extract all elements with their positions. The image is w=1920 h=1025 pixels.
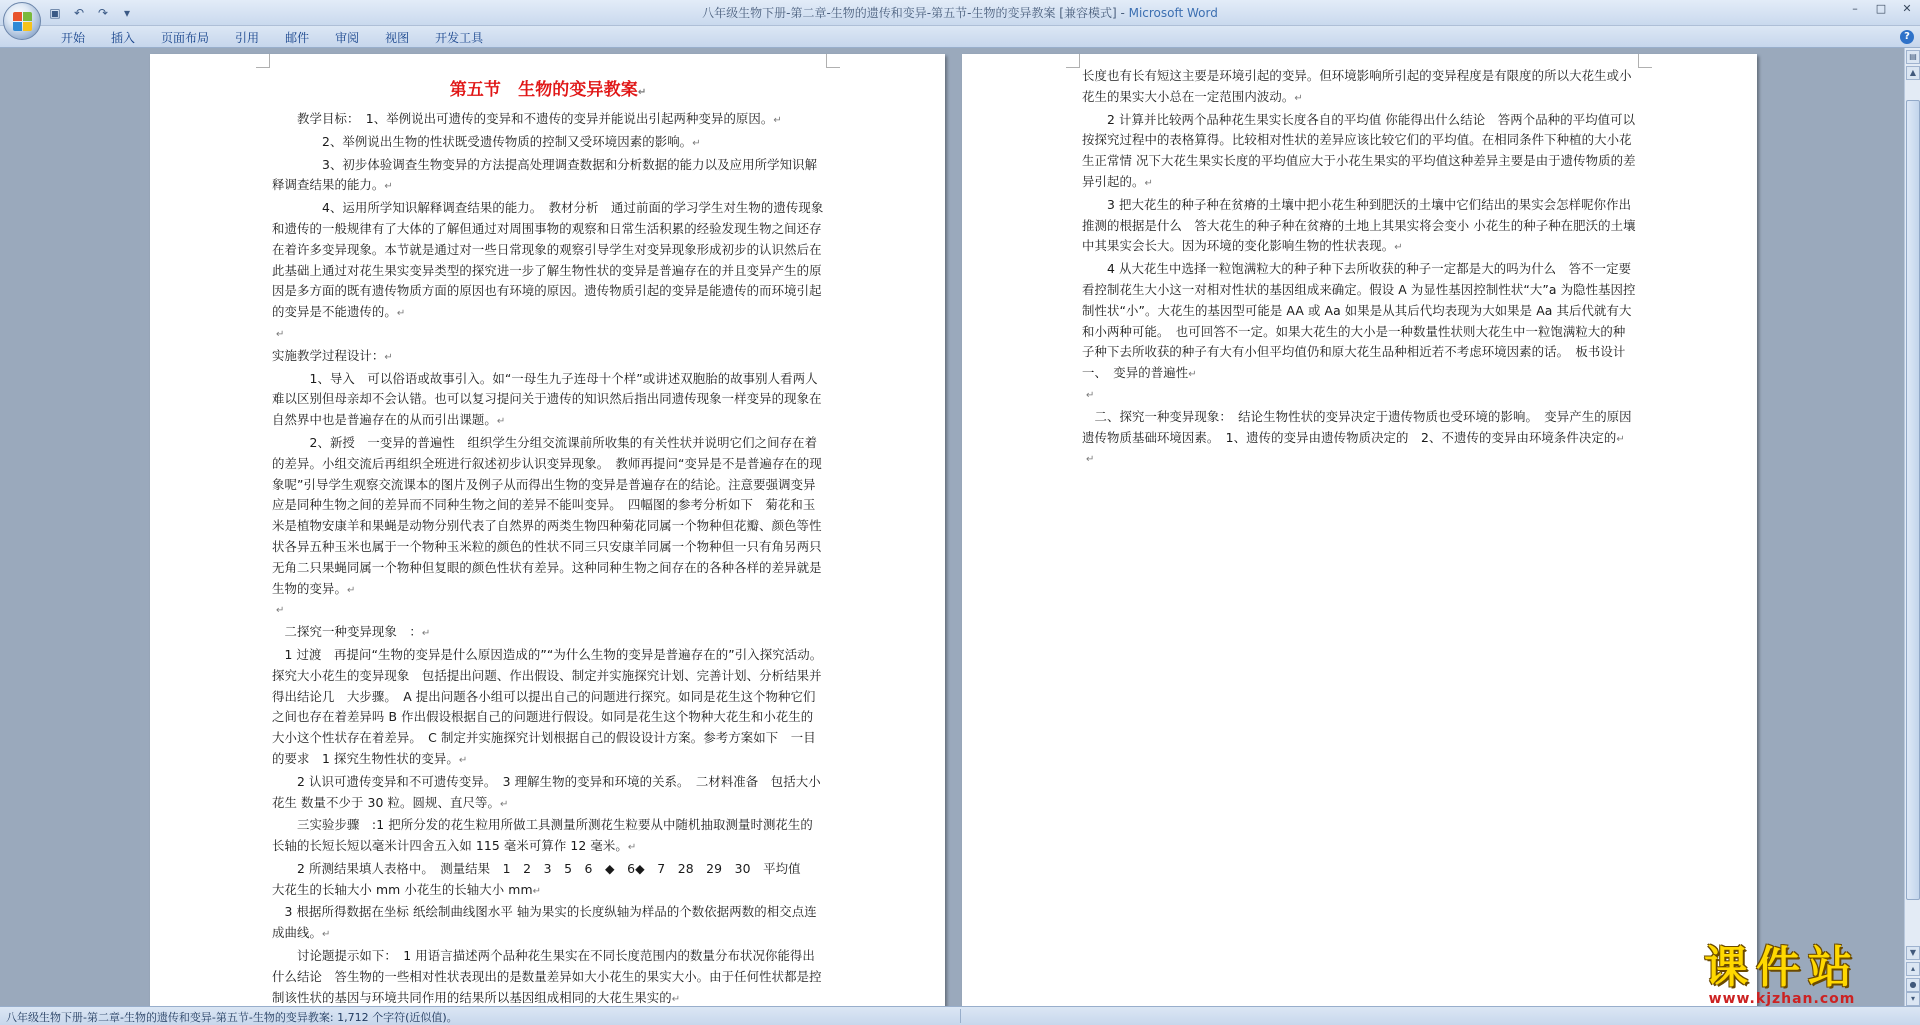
redo-icon[interactable]: ↷ <box>97 6 109 20</box>
paragraph-text: 2、新授 一变异的普遍性 组织学生分组交流课前所收集的有关性状并说明它们之间存在着的差异。小组交流后再组织全班进行叙述初步认识变异现象。 教师再提问“变异是不是普遍存在的现象呢”引导学生观察交流课本的图片及例子从而得出生物的变异是普遍存在的结论。注意要强调变异应是同种生物之间的差异而不同种生物之间的差异不能叫变异。 四幅图的参考分析如下 菊花和玉米是植物安康羊和果蝇是动物分别代表了自然界的两类生物四种菊花同属一个物种但花瓣、颜色等性状各异五种玉米也属于一个物种玉米粒的颜色的性状不同三只安康羊同属一个物种但一只有角另两只无角二只果蝇同属一个物种但复眼的颜色性状有差异。这种同种生物之间存在的各种各样的差异就是生物的变异。 <box>272 434 822 596</box>
paragraph-text: 长度也有长有短这主要是环境引起的变异。但环境影响所引起的变异程度是有限度的所以大花生或小花生的果实大小总在一定范围内波动。 <box>1082 68 1632 104</box>
browse-object-icon[interactable]: ● <box>1906 978 1920 992</box>
paragraph-text: 1、导入 可以俗语或故事引入。如“一母生九子连母十个样”或讲述双胞胎的故事别人看两人难以区别但母亲却不会认错。也可以复习提问关于遗传的知识然后指出同遗传现象一样变异的现象在自然界中也是普遍存在的从而引出课题。 <box>272 370 822 428</box>
paragraph-mark-icon: ↵ <box>1144 177 1153 189</box>
paragraph-text: 2、举例说出生物的性状既受遗传物质的控制又受环境因素的影响。 <box>272 133 693 149</box>
next-page-icon[interactable]: ▾ <box>1906 992 1920 1006</box>
paragraph-text: 讨论题提示如下： 1 用语言描述两个品种花生果实在不同长度范围内的数量分布状况你能得出什么结论 答生物的一些相对性状表现出的是数量差异如大小花生的果实大小。由于任何性状都是控制该性状的基因与环境共同作用的结果所以基因组成相同的大花生果实的 <box>272 948 822 1005</box>
paragraph-mark-icon: ↵ <box>692 137 701 149</box>
page-1-body <box>272 109 829 1006</box>
paragraph <box>1082 407 1637 451</box>
window-controls <box>1842 0 1920 20</box>
ribbon <box>0 26 1920 48</box>
watermark-title: 课件站 <box>1704 942 1860 993</box>
page-1-content[interactable] <box>272 72 829 1006</box>
ruler-toggle-icon[interactable]: ▤ <box>1906 50 1920 64</box>
help-icon[interactable]: ? <box>1900 30 1914 44</box>
paragraph-mark-icon: ↵ <box>671 993 681 1005</box>
ribbon-tab[interactable]: 开始 <box>61 31 86 45</box>
paragraph <box>272 155 824 199</box>
paragraph <box>272 622 824 645</box>
paragraph-text: 二、探究一种变异现象： 结论生物性状的变异决定于遗传物质也受环境的影响。 变异产生的原因遗传物质基础环境因素。 1、遗传的变异由遗传物质决定的 2、不遗传的变异由环境条件决定的 <box>1082 408 1632 445</box>
save-icon[interactable]: ▣ <box>49 6 61 20</box>
paragraph-text: 教学目标： 1、举例说出可遗传的变异和不遗传的变异并能说出引起两种变异的原因。 <box>272 111 774 126</box>
paragraph: ↵ <box>276 605 285 617</box>
paragraph-mark-icon: ↵ <box>421 628 431 640</box>
paragraph-mark-icon: ↵ <box>384 181 393 193</box>
paragraph <box>272 946 824 1006</box>
paragraph-mark-icon: ↵ <box>458 754 468 766</box>
paragraph-mark-icon: ↵ <box>384 351 393 363</box>
paragraph <box>272 132 824 155</box>
crop-mark <box>826 54 840 68</box>
ribbon-tab[interactable]: 审阅 <box>335 31 360 45</box>
maximize-icon[interactable]: □ <box>1875 2 1887 15</box>
ribbon-tab[interactable]: 页面布局 <box>161 31 210 45</box>
paragraph <box>272 198 824 325</box>
watermark-logo <box>1666 942 1898 1007</box>
status-divider <box>960 1009 961 1023</box>
window-title-app: Microsoft Word <box>1128 6 1218 20</box>
paragraph-text: 2 所测结果填人表格中。 测量结果 1 2 3 5 6 ◆ 6◆ 7 28 29 30 平均值 大花生的长轴大小 mm 小花生的长轴大小 mm <box>272 860 814 897</box>
ribbon-tab[interactable]: 开发工具 <box>435 31 484 45</box>
paragraph: ↵ <box>1086 389 1095 401</box>
window-title <box>0 4 1920 21</box>
paragraph-mark-icon: ↵ <box>346 584 356 596</box>
paragraph <box>272 645 829 772</box>
paragraph-text: 4、运用所学知识解释调查结果的能力。 教材分析 通过前面的学习学生对生物的遗传现象和遗传的一般规律有了大体的了解但通过对周围事物的观察和日常生活积累的经验发现生物之间还存在着许多变异现象。本节就是通过对一些日常现象的观察引导学生对变异现象形成初步的认识然后在此基础上通过对花生果实变异类型的探究进一步了解生物性状的变异是普遍存在的并且变异产生的原因是多方面的既有遗传物质方面的原因也有环境的原因。遗传物质引起的变异是能遗传的而环境引起的变异是不能遗传的。 <box>272 200 824 320</box>
paragraph-text: 三实验步骤 :1 把所分发的花生粒用所做工具测量所测花生粒要从中随机抽取测量时测花生的长轴的长短长短以毫米计四舍五入如 115 毫米可算作 12 毫米。 <box>272 817 813 854</box>
crop-mark <box>1066 54 1080 68</box>
status-text: 八年级生物下册-第二章-生物的遗传和变异-第五节-生物的变异教案: 1,712 个字符(近似值)。 <box>6 1011 458 1024</box>
document-workspace[interactable] <box>0 48 1904 1006</box>
paragraph-mark-icon: ↵ <box>627 842 637 854</box>
paragraph-text: 实施教学过程设计： <box>272 347 385 363</box>
crop-mark <box>1638 54 1652 68</box>
paragraph <box>272 109 824 132</box>
paragraph <box>1082 66 1637 110</box>
paragraph <box>1082 195 1637 259</box>
paragraph <box>272 772 824 816</box>
paragraph-mark-icon: ↵ <box>1616 433 1625 445</box>
paragraph-mark-icon: ↵ <box>496 416 506 428</box>
paragraph-mark-icon: ↵ <box>396 308 406 320</box>
paragraph-mark-icon: ↵ <box>321 929 331 941</box>
page-2-content[interactable] <box>1082 66 1637 471</box>
paragraph-text: 1 过渡 再提问“生物的变异是什么原因造成的”“为什么生物的变异是普遍存在的”引入探究活动。 探究大小花生的变异现象 包括提出问题、作出假设、制定并实施探究计划、完善计划、分析结果并得出结论几 大步骤。 A 提出问题各小组可以提出自己的问题进行探究。如同是花生这个物种它们之间也存在着差异吗 B 作出假设根据自己的问题进行假设。如同是花生这个物种大花生和小花生的大小这个性状存在着差异。 C 制定并实施探究计划根据自己的假设设计方案。参考方案如下 一目的要求 1 探究生物性状的变异。 <box>272 646 829 766</box>
minimize-icon[interactable]: – <box>1852 2 1858 15</box>
paragraph-text: 4 从大花生中选择一粒饱满粒大的种子种下去所收获的种子一定都是大的吗为什么 答不一定要看控制花生大小这一对相对性状的基因组成来确定。假设 A 为显性基因控制性状“大”a 为隐性基因控制性状“小”。大花生的基因型可能是 AA 或 Aa 如果是从其后代均表现为大如果是 Aa 其后代就有大和小两种可能。 也可回答不一定。如果大花生的大小是一种数量性状则大花生中一粒饱满粒大的种子种下去所收获的种子有大有小但平均值仍和原大花生品种相近若不考虑环境因素的话。 板书设计 一、 变异的普遍性 <box>1082 261 1638 381</box>
vertical-scrollbar[interactable] <box>1904 48 1920 1006</box>
status-bar <box>0 1006 1920 1025</box>
paragraph <box>272 346 824 369</box>
paragraph: ↵ <box>276 328 285 340</box>
paragraph <box>1082 259 1637 386</box>
paragraph-mark-icon: ↵ <box>532 885 542 897</box>
paragraph-mark-icon: ↵ <box>1188 369 1197 381</box>
office-button[interactable] <box>3 2 41 40</box>
paragraph-text: 3 根据所得数据在坐标 纸绘制曲线图水平 轴为果实的长度纵轴为样品的个数依据两数的相交点连成曲线。 <box>272 904 817 941</box>
scroll-up-icon[interactable]: ▲ <box>1906 66 1920 80</box>
window-title-document: 八年级生物下册-第二章-生物的遗传和变异-第五节-生物的变异教案 [兼容模式] - <box>702 6 1129 20</box>
document-page-2[interactable] <box>962 54 1757 1006</box>
paragraph <box>272 902 824 946</box>
undo-icon[interactable]: ↶ <box>73 6 85 20</box>
ribbon-tab[interactable]: 视图 <box>385 31 410 45</box>
paragraph <box>1082 110 1637 195</box>
paragraph-mark-icon: ↵ <box>773 115 782 126</box>
document-title: 第五节 生物的变异教案↵ <box>449 80 647 100</box>
paragraph-mark-icon: ↵ <box>1294 92 1303 104</box>
ribbon-tab[interactable]: 引用 <box>235 31 260 45</box>
paragraph <box>272 433 824 601</box>
paragraph-text: 二探究一种变异现象 ： <box>272 624 422 640</box>
ribbon-tabs <box>48 28 496 48</box>
scroll-thumb[interactable] <box>1906 100 1920 900</box>
paragraph <box>272 369 824 433</box>
paragraph-text: 2 认识可遗传变异和不可遗传变异。 3 理解生物的变异和环境的关系。 二材料准备 包括大小花生 数量不少于 30 粒。圆规、直尺等。 <box>272 773 821 810</box>
paragraph-mark-icon: ↵ <box>1394 242 1403 254</box>
paragraph-mark-icon: ↵ <box>499 798 509 810</box>
crop-mark <box>256 54 270 68</box>
paragraph-text: 3、初步体验调查生物变异的方法提高处理调查数据和分析数据的能力以及应用所学知识解释调查结果的能力。 <box>272 156 818 193</box>
scroll-down-icon[interactable]: ▼ <box>1906 946 1920 960</box>
document-page-1[interactable] <box>150 54 945 1006</box>
paragraph-text: 3 把大花生的种子种在贫瘠的土壤中把小花生种到肥沃的土壤中它们结出的果实会怎样呢你作出推测的根据是什么 答大花生的种子种在贫瘠的土地上其果实将会变小 小花生的种子种在肥沃的土壤中其果实会长大。因为环境的变化影响生物的性状表现。 <box>1082 196 1636 254</box>
paragraph: ↵ <box>1086 454 1095 466</box>
paragraph <box>272 859 824 903</box>
paragraph-text: 2 计算并比较两个品种花生果实长度各自的平均值 你能得出什么结论 答两个品种的平均值可以按探究过程中的表格算得。比较相对性状的差异应该比较它们的平均值。在相同条件下种植的大小花生正常情 况下大花生果实长度的平均值应大于小花生果实的平均值这种差异主要是由于遗传物质的差异引起的。 <box>1082 111 1636 189</box>
ribbon-tab[interactable]: 邮件 <box>285 31 310 45</box>
previous-page-icon[interactable]: ▴ <box>1906 962 1920 976</box>
page-2-body <box>1082 66 1637 471</box>
paragraph <box>272 815 824 859</box>
office-logo-icon <box>13 12 32 31</box>
ribbon-tab[interactable]: 插入 <box>111 31 136 45</box>
customize-qat-icon[interactable]: ▾ <box>123 6 131 20</box>
close-icon[interactable]: ✕ <box>1902 2 1912 15</box>
watermark-url: www.kjzhan.com <box>1708 991 1856 1007</box>
title-bar <box>0 0 1920 26</box>
